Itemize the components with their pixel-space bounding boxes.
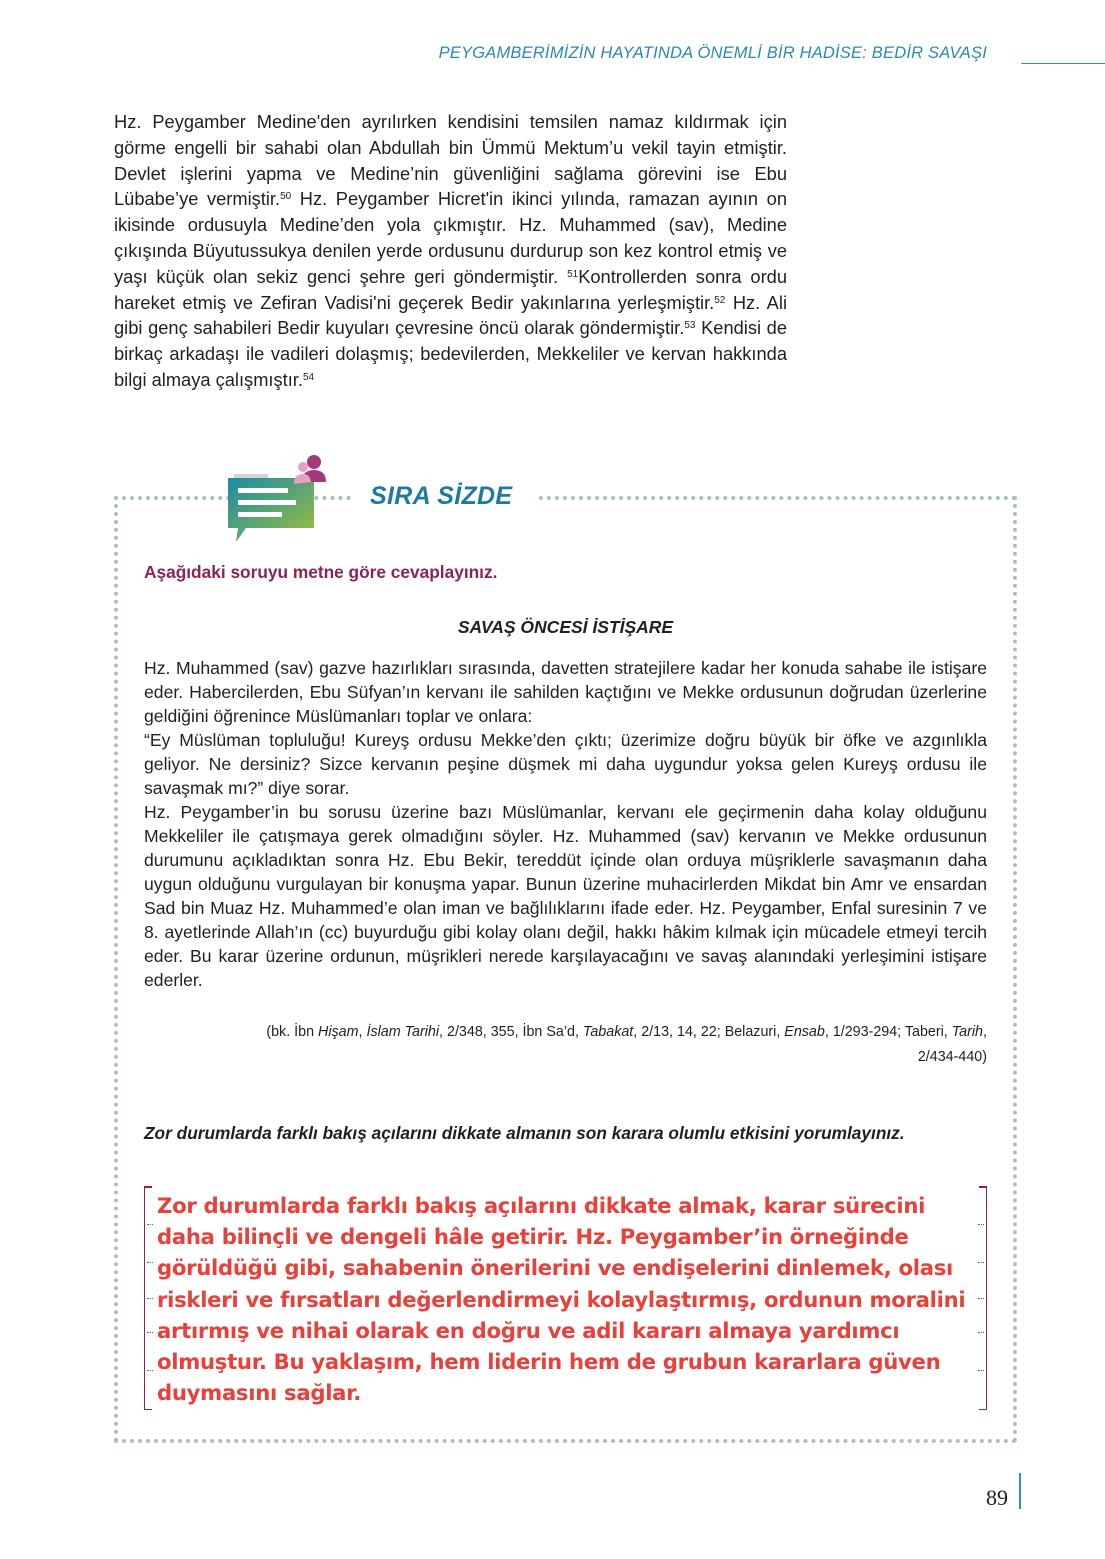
passage-subtitle: SAVAŞ ÖNCESİ İSTİŞARE — [457, 617, 674, 637]
footnote-ref-52[interactable]: 52 — [714, 294, 726, 306]
citation-part: , 2/13, 14, 22; Belazuri, — [633, 1024, 785, 1040]
question: Zor durumlarda farklı bakış açılarını dikkate almanın son karara olumlu etkisini yorumlayınız. — [144, 1123, 905, 1143]
intro-text-1: Hz. Peygamber Medine'den ayrılırken kendisini temsilen namaz kıldırmak için görme engelli bir sahabi olan Abdullah bin Ümmü Mektum’u vekil tayin etmiştir. Devlet işlerini yapma ve Medine’nin güvenliğini sağlama görevini ise Ebu Lübabe’ye vermiştir. — [114, 111, 787, 210]
citation-part: Hişam — [318, 1024, 359, 1040]
footnote-ref-50[interactable]: 50 — [280, 191, 292, 203]
citation-part: 2/434-440) — [917, 1049, 987, 1065]
intro-text-4: Hz. Ali gibi genç sahabileri Bedir kuyuları çevresine öncü olarak göndermiştir. — [114, 291, 788, 339]
running-head: PEYGAMBERİMİZİN HAYATINDA ÖNEMLİ BİR HADİSE: BEDİR SAVAŞI — [438, 44, 987, 62]
page-number-rule — [1019, 1473, 1021, 1509]
citation-part: Tarih — [951, 1024, 984, 1040]
intro-paragraph — [114, 109, 787, 393]
citation — [144, 1020, 987, 1070]
passage-paragraph-1: Hz. Muhammed (sav) gazve hazırlıkları sırasında, davetten stratejilere kadar her konuda sahabe ile istişare eder. Habercilerden, Ebu Süfyan’ın kervanı ile sahilden kaçtığını ve Mekke ordusunun doğrudan üzerlerine geldiğini öğrenince Müslümanları toplar ve onlara: — [144, 658, 987, 726]
passage-paragraph-3: Hz. Peygamber’in bu sorusu üzerine bazı Müslümanlar, kervanı ele geçirmenin daha kolay olduğunu Mekkeliler ile çatışmaya gerek olmadığını söyler. Hz. Muhammed (sav) kervanın ve Mekke ordusunun durumunu açıkladıktan sonra Hz. Ebu Bekir, tereddüt içinde olan orduya müşriklerle savaşmanın daha uygun olduğunu vurgulayan bir konuşma yapar. Bunun üzerine muhacirlerden Mikdat bin Amr ve ensardan Sad bin Muaz Hz. Muhammed’e olan iman ve bağlılıklarını ifade eder. Hz. Peygamber, Enfal suresinin 7 ve 8. ayetlerinde Allah’ın (cc) buyurduğu gibi kolay olanı değil, hakkı hâkim kılmak için mücadele etmeyi tercih eder. Bu karar üzerine ordunun, müşrikleri nerede karşılayacağını ve savaş alanındaki yerleşimini istişare ederler. — [144, 802, 987, 990]
chat-people-icon — [224, 452, 336, 544]
instruction: Aşağıdaki soruyu metne göre cevaplayınız. — [144, 562, 498, 582]
citation-part: , — [358, 1024, 367, 1040]
passage-paragraph-2: “Ey Müslüman topluluğu! Kureyş ordusu Mekke’den çıktı; üzerimize doğru büyük bir öfke ve azgınlıkla geliyor. Ne dersiniz? Sizce kervanın peşine düşmek mi daha uygundur yoksa gelen Kureyş ordusu ile savaşmak mı?” diye sorar. — [144, 730, 987, 798]
footnote-ref-54[interactable]: 54 — [302, 371, 315, 383]
answer-guide-left — [145, 1186, 155, 1410]
page-number: 89 — [986, 1485, 1008, 1510]
citation-part: , 1/293-294; Taberi, — [824, 1024, 952, 1040]
header-rule — [1021, 63, 1105, 64]
handwritten-answer: Zor durumlarda farklı bakış açılarını dikkate almak, karar sürecini daha bilinçli ve dengeli hâle getirir. Hz. Peygamber’in örneğinde görüldüğü gibi, sahabenin önerilerini ve endişelerini dinlemek, olası riskleri ve fırsatları değerlendirmeyi kolaylaştırmış, ordunun moralini artırmış ve nihai olarak en doğru ve adil kararı almaya yardımcı olmuştur. Bu yaklaşım, hem liderin hem de grubun kararlara güven duymasını sağlar. — [157, 1193, 966, 1406]
footnote-ref-51[interactable]: 51 — [567, 268, 579, 280]
citation-part: , — [983, 1024, 987, 1040]
intro-text-2: Hz. Peygamber Hicret'in ikinci yılında, ramazan ayının on ikisinde ordusuyla Medine’den yola çıkmıştır. Hz. Muhammed (sav), Medine çıkışında Büyutussukya denilen yerde ordusunu durdurup son kez kontrol etmiş ve yaşı küçük olan sekiz genci şehre geri göndermiştir. — [114, 188, 787, 287]
citation-part: Tabakat — [582, 1024, 634, 1040]
citation-part: İslam Tarihi — [366, 1024, 440, 1040]
box-title: SIRA SİZDE — [370, 482, 513, 510]
citation-part: (bk. İbn — [266, 1024, 318, 1040]
citation-part: , 2/348, 355, İbn Sa’d, — [439, 1024, 583, 1040]
intro-text-5: Kendisi de birkaç arkadaşı ile vadileri dolaşmış; bedevilerden, Mekkeliler ve kervan hakkında bilgi almaya çalışmıştır. — [114, 317, 788, 390]
citation-part: Ensab — [784, 1024, 825, 1040]
footnote-ref-53[interactable]: 53 — [684, 320, 696, 332]
intro-text-3: Kontrollerden sonra ordu hareket etmiş ve Zefiran Vadisi'ni geçerek Bedir yakınlarına yerleşmiştir. — [114, 265, 787, 313]
passage — [144, 656, 987, 992]
